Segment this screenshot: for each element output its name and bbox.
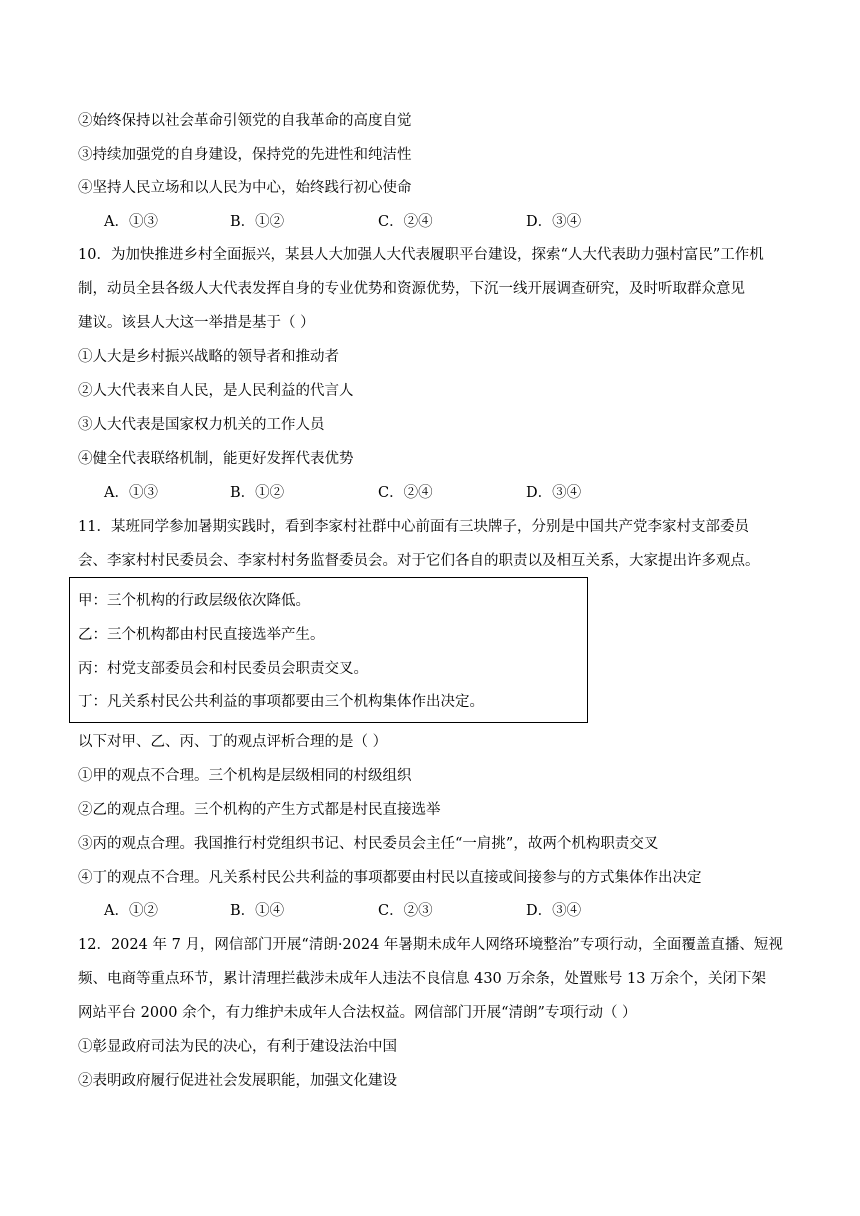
q10-item-2: ②人大代表来自人民，是人民利益的代言人	[78, 383, 354, 399]
q11-item-1: ①甲的观点不合理。三个机构是层级相同的村级组织	[78, 768, 412, 784]
q9-item-2: ②始终保持以社会革命引领党的自我革命的高度自觉	[78, 113, 412, 129]
q12-stem-line-1: 12．2024 年 7 月，网信部门开展“清朗·2024 年暑期未成年人网络环境整治”专项行动，全面覆盖直播、短视	[78, 937, 783, 953]
q11-item-4: ④丁的观点不合理。凡关系村民公共利益的事项都要由村民以直接或间接参与的方式集体作出决定	[78, 870, 702, 886]
q10-option-c[interactable]: C．②④	[378, 485, 433, 501]
viewpoint-bing: 丙：村党支部委员会和村民委员会职责交叉。	[78, 661, 368, 677]
q11-option-c[interactable]: C．②③	[378, 903, 433, 919]
q10-item-4: ④健全代表联络机制，能更好发挥代表优势	[78, 451, 354, 467]
q12-stem-line-3: 网站平台 2000 余个，有力维护未成年人合法权益。网信部门开展“清朗”专项行动（ ）	[78, 1005, 637, 1021]
q11-viewpoints-box	[69, 577, 588, 723]
q11-option-b[interactable]: B．①④	[230, 903, 285, 919]
q9-option-a[interactable]: A．①③	[104, 214, 158, 230]
q12-item-1: ①彰显政府司法为民的决心，有利于建设法治中国	[78, 1039, 397, 1055]
viewpoint-jia: 甲：三个机构的行政层级依次降低。	[78, 593, 310, 609]
q10-item-3: ③人大代表是国家权力机关的工作人员	[78, 417, 325, 433]
q10-item-1: ①人大是乡村振兴战略的领导者和推动者	[78, 349, 339, 365]
q11-option-a[interactable]: A．①②	[104, 903, 158, 919]
q10-stem-line-3: 建议。该县人大这一举措是基于（ ）	[78, 315, 315, 331]
q11-item-3: ③丙的观点合理。我国推行村党组织书记、村民委员会主任“一肩挑”，故两个机构职责交叉	[78, 836, 659, 852]
q12-stem-line-2: 频、电商等重点环节，累计清理拦截涉未成年人违法不良信息 430 万余条，处置账号 13 万余个，关闭下架	[78, 971, 767, 987]
q9-item-4: ④坚持人民立场和以人民为中心，始终践行初心使命	[78, 180, 412, 196]
viewpoint-ding: 丁：凡关系村民公共利益的事项都要由三个机构集体作出决定。	[78, 694, 484, 710]
q10-stem-line-2: 制，动员全县各级人大代表发挥自身的专业优势和资源优势，下沉一线开展调查研究，及时听取群众意见	[78, 281, 745, 297]
q9-option-c[interactable]: C．②④	[378, 214, 433, 230]
viewpoint-yi: 乙：三个机构都由村民直接选举产生。	[78, 627, 325, 643]
q9-option-d[interactable]: D．③④	[526, 214, 582, 230]
q10-option-b[interactable]: B．①②	[230, 485, 285, 501]
q10-option-a[interactable]: A．①③	[104, 485, 158, 501]
q12-item-2: ②表明政府履行促进社会发展职能，加强文化建设	[78, 1073, 397, 1089]
q10-option-d[interactable]: D．③④	[526, 485, 582, 501]
q11-question: 以下对甲、乙、丙、丁的观点评析合理的是（ ）	[78, 734, 388, 750]
q10-stem-line-1: 10．为加快推进乡村全面振兴，某县人大加强人大代表履职平台建设，探索“人大代表助力强村富民”工作机	[78, 247, 764, 263]
q9-option-b[interactable]: B．①②	[230, 214, 285, 230]
q11-item-2: ②乙的观点合理。三个机构的产生方式都是村民直接选举	[78, 802, 441, 818]
q11-stem-line-2: 会、李家村村民委员会、李家村村务监督委员会。对于它们各自的职责以及相互关系，大家提出许多观点。	[78, 553, 760, 569]
q11-stem-line-1: 11．某班同学参加暑期实践时，看到李家村社群中心前面有三块牌子，分别是中国共产党李家村支部委员	[78, 519, 749, 535]
q11-option-d[interactable]: D．③④	[526, 903, 582, 919]
q9-item-3: ③持续加强党的自身建设，保持党的先进性和纯洁性	[78, 147, 412, 163]
